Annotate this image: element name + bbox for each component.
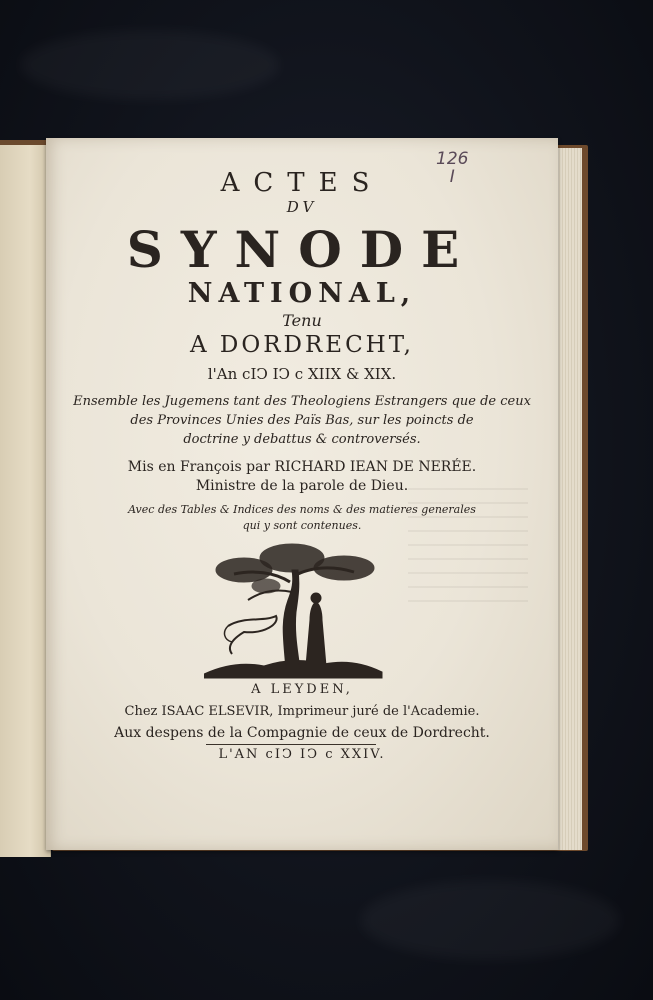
tables-line: qui y sont contenues.: [242, 519, 362, 532]
shelf-number: 126: [436, 149, 469, 169]
title-tenu: Tenu: [282, 311, 322, 330]
subtitle-line: doctrine y debattus & controversés.: [183, 432, 421, 447]
divider-rule: [206, 744, 376, 745]
tables-line: Avec des Tables & Indices des noms & des matieres generales: [128, 503, 476, 516]
imprint-printer: Chez ISAAC ELSEVIR, Imprimeur juré de l'Academie.: [124, 704, 480, 719]
printers-device-emblem: [204, 542, 384, 682]
imprint-year: L'AN cIↃ IↃ c XXIV.: [218, 747, 386, 762]
shelf-mark: I: [449, 167, 455, 187]
subtitle-ensemble: [46, 392, 558, 449]
subtitle-line: Ensemble les Jugemens tant des Theologiens Estrangers que de ceux: [73, 394, 531, 409]
imprint-expense: Aux despens de la Compagnie de ceux de Dordrecht.: [114, 725, 490, 741]
facing-page: [0, 145, 51, 857]
translator-credit: [46, 458, 558, 496]
subtitle-line: des Provinces Unies des Païs Bas, sur les poincts de: [130, 413, 474, 428]
title-dordrecht: A DORDRECHT,: [189, 332, 414, 358]
translator-line: Ministre de la parole de Dieu.: [195, 478, 409, 494]
cloth-fold: [20, 30, 280, 100]
title-actes: ACTES: [220, 168, 384, 198]
tables-note: [46, 502, 558, 534]
cloth-fold: [360, 880, 620, 960]
title-year: l'An cIↃ IↃ c XIIX & XIX.: [207, 365, 397, 383]
title-page: [46, 138, 558, 850]
imprint-city: A LEYDEN,: [251, 682, 353, 697]
translator-line: Mis en François par RICHARD IEAN DE NERÉE.: [127, 459, 477, 475]
title-national: NATIONAL,: [187, 278, 417, 309]
title-synode: SYNODE: [126, 220, 478, 279]
title-du: DV: [286, 198, 318, 216]
